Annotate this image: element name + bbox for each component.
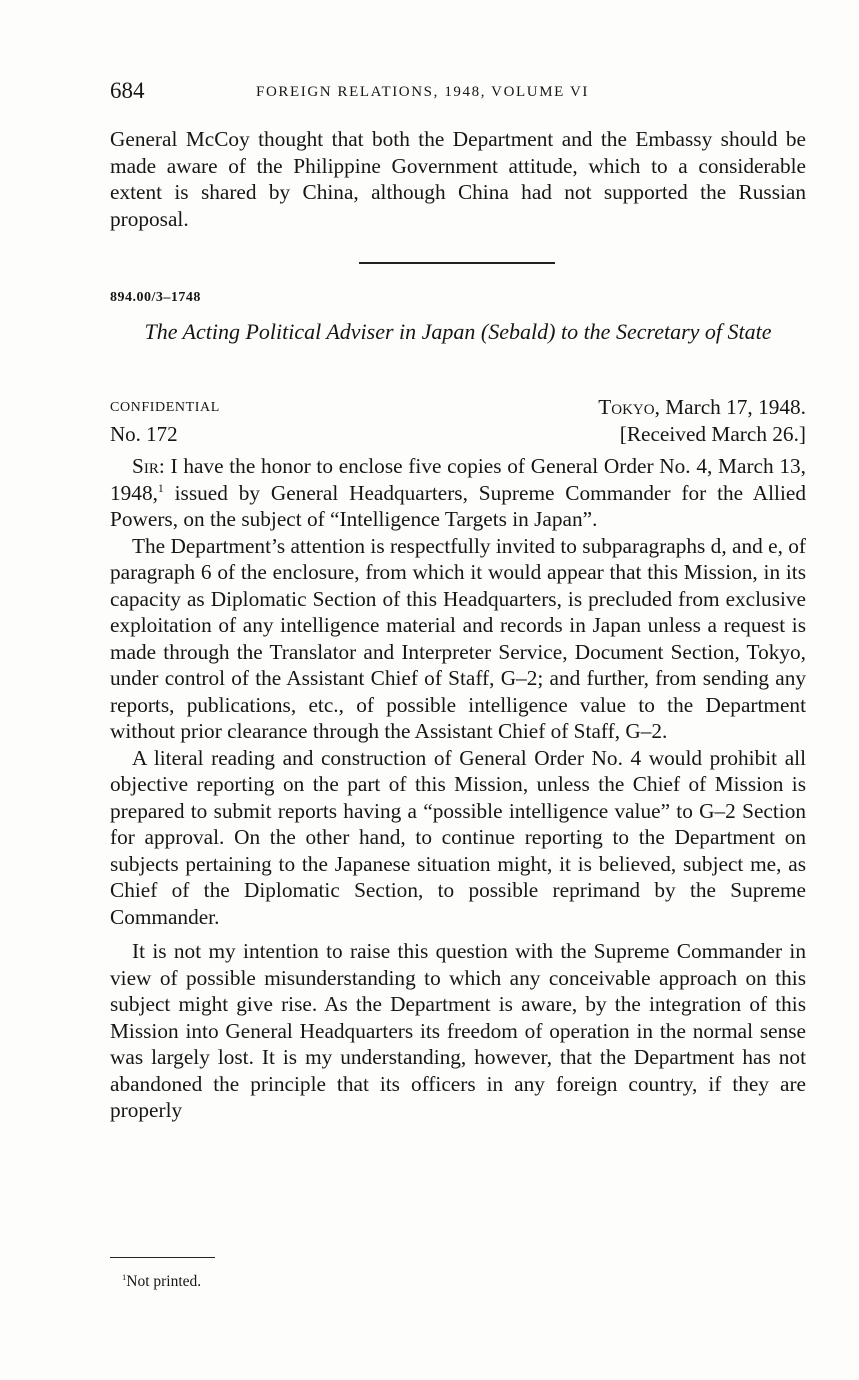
paragraph-1-text-b: issued by General Headquarters, Supreme Commander for the Allied Powers, on the subject of “Intelligence Targets in Japan”. [110,480,806,531]
paragraph-1 [110,453,806,533]
footnote-ref: 1 [157,481,164,495]
running-title: FOREIGN RELATIONS, 1948, VOLUME VI [256,84,590,100]
footnote-text: Not printed. [126,1273,202,1290]
paragraph-3: A literal reading and construction of General Order No. 4 would prohibit all objective reporting on the part of this Mission, unless the Chief of Mission is prepared to submit reports having a “possible intelligence value” to G–2 Section for approval. On the other hand, to continue reporting to the Department on subjects pertaining to the Japanese situation might, it is believed, subject me, as Chief of the Diplomatic Section, to possible reprimand by the Supreme Commander. [110,745,806,929]
document-number: No. 172 [110,422,178,446]
paragraph-2: The Department’s attention is respectfully invited to subparagraphs d, and e, of paragraph 6 of the enclosure, from which it would appear that this Mission, in its capacity as Diplomatic Section of this Headquarters, is precluded from exclusive exploitation of any intelligence material and records in Japan unless a request is made through the Translator and Interpreter Service, Document Section, Tokyo, under control of the Assistant Chief of Staff, G–2; and further, from sending any reports, publications, etc., of possible intelligence value to the Department without prior clearance through the Assistant Chief of Staff, G–2. [110,533,806,743]
letter-body [110,453,806,1124]
file-number: 894.00/3–1748 [110,290,201,305]
footnote [122,1273,201,1291]
received-date: [Received March 26.] [619,422,806,446]
footnote-marker: 1 [122,1271,127,1282]
document-title: The Acting Political Adviser in Japan (Sebald) to the Secretary of State [144,319,772,344]
paragraph-1-text-a: : I have the honor to enclose five copies of General Order No. 4, March 13, 1948, [110,454,806,505]
date-line [598,395,806,420]
intro-paragraph: General McCoy thought that both the Department and the Embassy should be made aware of the Philippine Government attitude, which to a considerable extent is shared by China, although China had not supported the Russian proposal. [110,127,806,231]
date: , March 17, 1948. [654,395,806,419]
page-number: 684 [110,78,145,103]
running-header [110,78,806,108]
paragraph-4: It is not my intention to raise this question with the Supreme Commander in view of possible misunderstanding to which any conceivable approach on this subject might give rise. As the Department is aware, by the integration of this Mission into General Headquarters its freedom of operation in the normal sense was largely lost. It is my understanding, however, that the Department has not abandoned the principle that its officers in any foreign country, if they are properly [110,939,806,1122]
footnote-rule [110,1257,215,1258]
section-divider [359,262,555,264]
classification-label: CONFIDENTIAL [110,400,220,415]
place: Tokyo [598,395,655,419]
intro-text [110,126,806,232]
salutation: Sir [132,454,159,478]
